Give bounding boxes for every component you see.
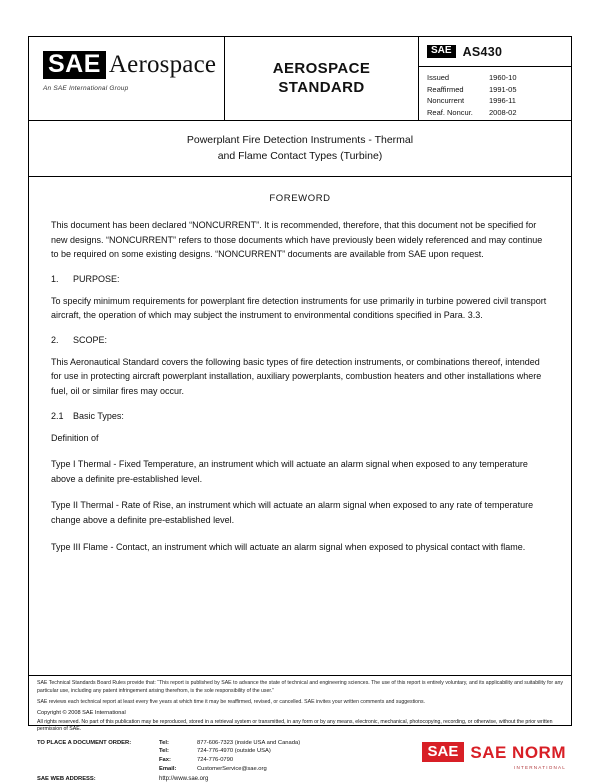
document-title-band: [29, 121, 571, 177]
aerospace-logo-word: Aerospace: [108, 51, 217, 78]
legal-notice-1: SAE Technical Standards Board Rules provide that: “This report is published by SAE to advance the state of technical and engineering sciences. The use of this report is entirely voluntary, and its applicability and suitability for any particular use, including any patent infringement arising therefrom, is the sole responsibility of the user.”: [37, 680, 563, 694]
order-contact-grid: [159, 739, 300, 774]
order-email-value[interactable]: CustomerService@sae.org: [197, 765, 267, 772]
standard-type-title: [225, 37, 419, 120]
subsection-title: Basic Types:: [73, 410, 124, 421]
subsection-lead: Definition of: [51, 432, 99, 443]
document-number-row: [419, 37, 571, 67]
date-row: [427, 107, 563, 119]
sae-norm-wordmark: SAE NORM: [470, 742, 566, 762]
document-title-line2: and Flame Contact Types (Turbine): [217, 149, 383, 162]
rights-notice: All rights reserved. No part of this publication may be reproduced, stored in a retrieval system or transmitted, in any form or by any means, electronic, mechanical, photocopying, recording, or otherwise, without the prior written permission of SAE.: [37, 718, 553, 733]
sae-wordmark: [43, 51, 224, 79]
section-title: PURPOSE:: [73, 273, 120, 284]
sae-norm-brand: [422, 742, 566, 762]
standard-type-line2: STANDARD: [278, 78, 365, 96]
date-label: Reaffirmed: [427, 84, 464, 94]
date-label: Issued: [427, 73, 450, 82]
web-address-row: [37, 776, 563, 782]
copyright-notice: Copyright © 2008 SAE International: [37, 709, 126, 716]
sae-badge-icon: SAE: [427, 45, 456, 58]
date-label: Noncurrent: [427, 96, 465, 106]
legal-notice-2: SAE reviews each technical report at least every five years at which time it may be reaffirmed, revised, or cancelled. SAE invites your written comments and suggestions.: [37, 699, 425, 706]
foreword-heading: FOREWORD: [269, 193, 331, 204]
sae-brand-mark: SAE: [422, 742, 465, 762]
order-value: 724-776-4970 (outside USA): [197, 748, 271, 755]
document-number: AS430: [462, 44, 503, 59]
section-number: 2.: [51, 334, 59, 345]
order-value: 877-606-7323 (inside USA and Canada): [197, 739, 301, 746]
sae-brand-subtext: INTERNATIONAL: [513, 765, 566, 770]
document-header: [29, 37, 571, 121]
web-address-value[interactable]: http://www.sae.org: [159, 776, 209, 782]
date-row: [427, 95, 563, 107]
order-label: TO PLACE A DOCUMENT ORDER:: [37, 739, 132, 746]
order-key: Fax:: [159, 757, 171, 764]
sae-aerospace-logo: [29, 37, 225, 120]
date-value: 1996-11: [489, 96, 516, 106]
date-value: 1960-10: [489, 73, 517, 82]
subsection-2-1-heading: [51, 411, 549, 421]
foreword-paragraph: This document has been declared “NONCURRENT”. It is recommended, therefore, that this document not be specified for new designs. “NONCURRENT” refers to those documents which have previously been widely referenced and may continue to be required on some existing designs. “NONCURRENT” documents are available from SAE upon request.: [51, 220, 543, 260]
type-definition-2: Type II Thermal - Rate of Rise, an instrument which will actuate an alarm signal when exposed to any rate of temperature change above a definite pre-established level.: [51, 500, 534, 525]
type-definition-1: Type I Thermal - Fixed Temperature, an instrument which will actuate an alarm signal when exposed to any temperature above a definite pre-established level.: [51, 459, 528, 484]
date-row: [427, 72, 563, 84]
document-footer: [29, 676, 571, 782]
sae-logo-tagline: An SAE International Group: [43, 85, 129, 92]
date-row: [427, 84, 563, 96]
section-title: SCOPE:: [73, 334, 108, 345]
section-2-heading: [51, 335, 549, 345]
order-key: Email:: [159, 765, 177, 772]
web-address-label: SAE WEB ADDRESS:: [37, 776, 96, 782]
order-key: Tel:: [159, 748, 169, 755]
order-key: Tel:: [159, 739, 169, 746]
document-body: [29, 177, 571, 675]
date-value: 1991-05: [489, 84, 517, 94]
section-1-heading: [51, 274, 549, 284]
subsection-number: 2.1: [51, 410, 64, 421]
section-number: 1.: [51, 273, 59, 284]
sae-logo-mark: SAE: [43, 51, 106, 79]
revision-dates-table: [419, 67, 571, 120]
document-identity-block: [419, 37, 571, 120]
date-label: Reaf. Noncur.: [427, 107, 473, 117]
section-1-text: To specify minimum requirements for powerplant fire detection instruments for use primarily in turbine powered civil transport aircraft, the operation of which may subject the instrument to environmental conditions specified in Para. 3.3.: [51, 295, 547, 321]
date-value: 2008-02: [489, 107, 517, 117]
section-2-text: This Aeronautical Standard covers the following basic types of fire detection instruments, or combinations thereof, intended for use in protecting aircraft powerplant installation, auxiliary powerplants, combustion heaters and other installations where fuel, oil or similar fires may occur.: [51, 356, 542, 397]
type-definition-3: Type III Flame - Contact, an instrument which will actuate an alarm signal when exposed to physical contact with flame.: [51, 541, 526, 552]
order-value: 724-776-0790: [197, 757, 234, 764]
standard-type-line1: AEROSPACE: [272, 59, 371, 77]
document-title-line1: Powerplant Fire Detection Instruments - Thermal: [186, 133, 414, 146]
